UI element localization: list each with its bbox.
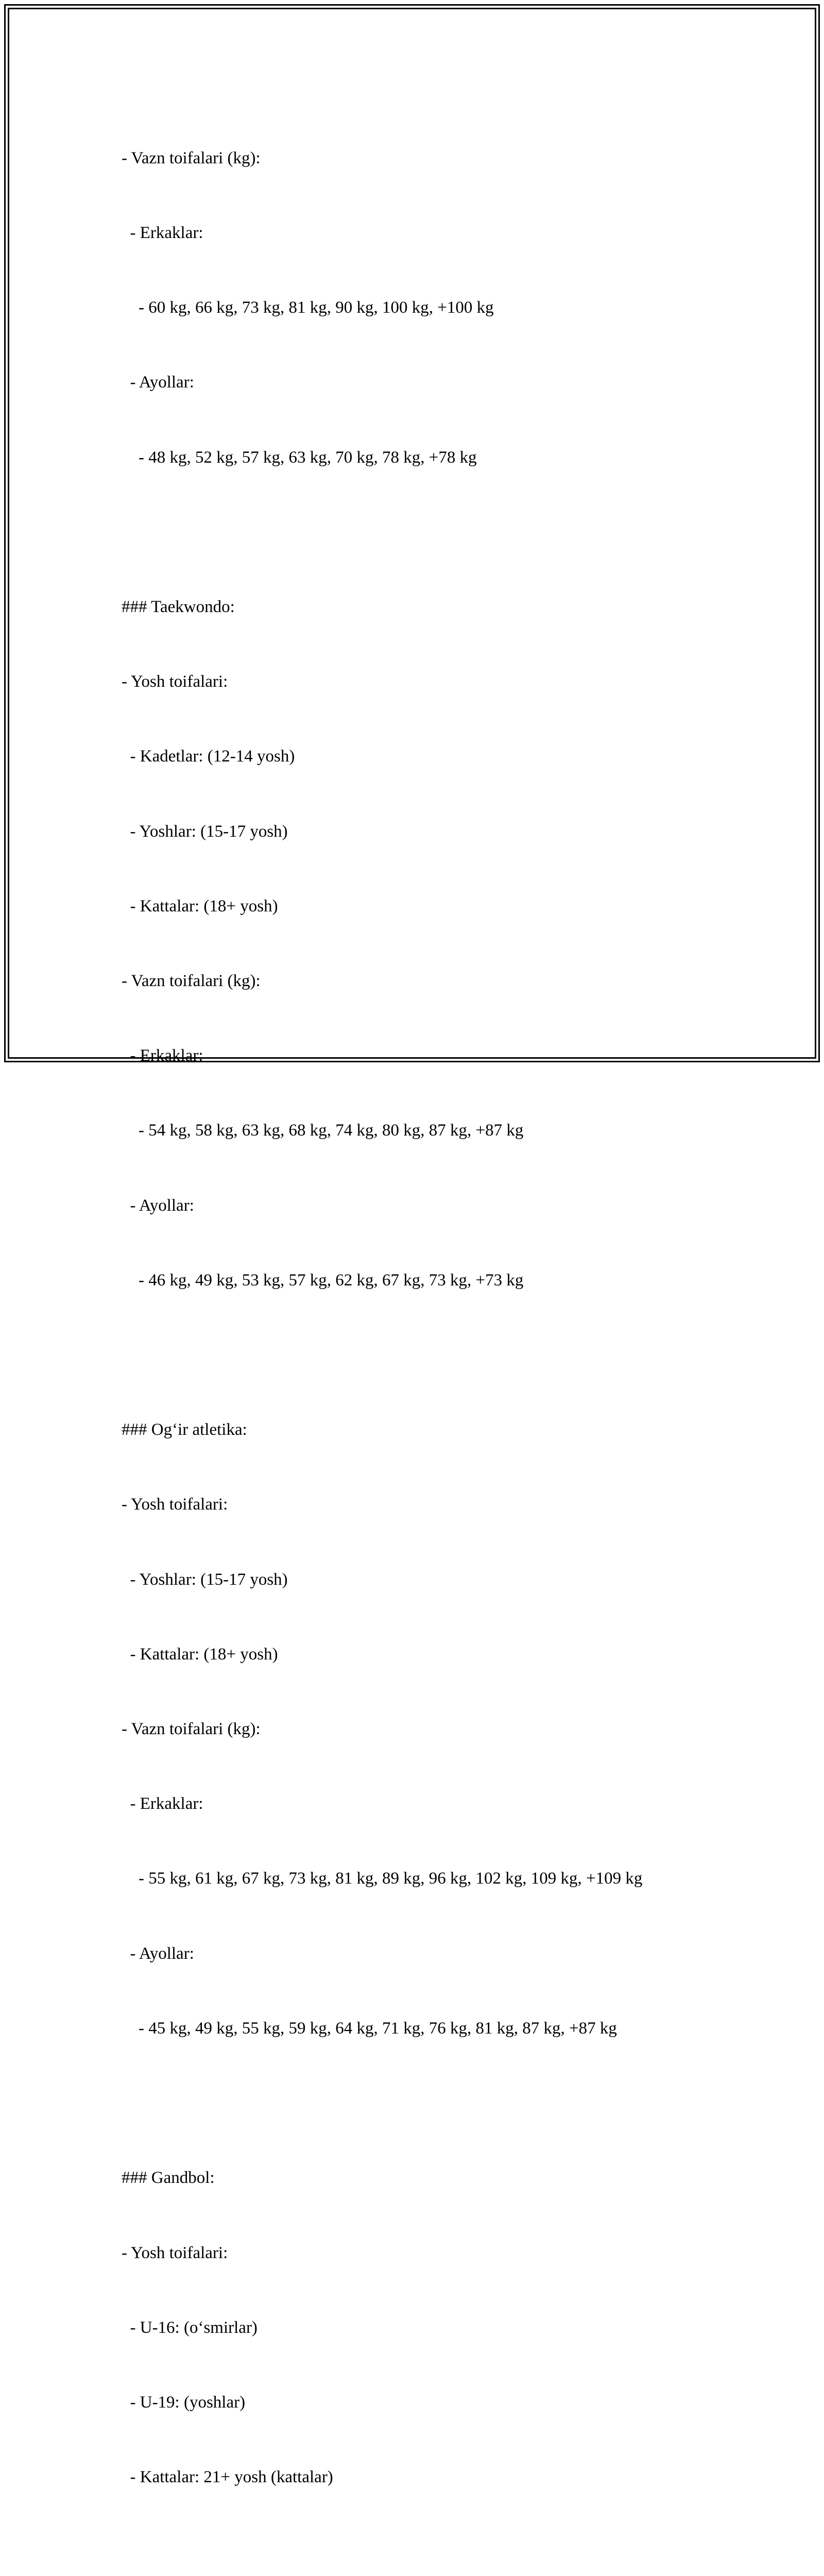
blank-line	[122, 2539, 791, 2564]
text-line: - Yosh toifalari:	[122, 672, 228, 691]
text-line: - Kattalar: (18+ yosh)	[122, 896, 278, 916]
section-heading: ### Gandbol:	[122, 2168, 215, 2188]
document-body	[122, 96, 791, 2576]
text-line: - Erkaklar:	[122, 1046, 203, 1065]
text-line: - 54 kg, 58 kg, 63 kg, 68 kg, 74 kg, 80 kg, 87 kg, +87 kg	[122, 1121, 524, 1140]
text-line: - Yosh toifalari:	[122, 1495, 228, 1514]
section-heading: ### Og‘ir atletika:	[122, 1420, 247, 1439]
text-line: - Ayollar:	[122, 1196, 194, 1215]
text-line: - Yoshlar: (15-17 yosh)	[122, 822, 288, 841]
text-line: - 46 kg, 49 kg, 53 kg, 57 kg, 62 kg, 67 kg, 73 kg, +73 kg	[122, 1270, 524, 1290]
text-line: - Kattalar: 21+ yosh (kattalar)	[122, 2468, 333, 2487]
text-line: - Yoshlar: (15-17 yosh)	[122, 1570, 288, 1589]
blank-line	[122, 1343, 791, 1367]
text-line: - Erkaklar:	[122, 224, 203, 243]
blank-line	[122, 520, 791, 545]
section-heading: ### Taekwondo:	[122, 598, 235, 617]
text-line: - Vazn toifalari (kg):	[122, 972, 261, 991]
text-line: - 45 kg, 49 kg, 55 kg, 59 kg, 64 kg, 71 kg, 76 kg, 81 kg, 87 kg, +87 kg	[122, 2019, 617, 2038]
text-line: - Vazn toifalari (kg):	[122, 148, 261, 167]
text-line: - U-19: (yoshlar)	[122, 2393, 246, 2412]
text-line: - 60 kg, 66 kg, 73 kg, 81 kg, 90 kg, 100 kg, +100 kg	[122, 298, 494, 317]
text-line: - Ayollar:	[122, 1944, 194, 1963]
text-line: - Kadetlar: (12-14 yosh)	[122, 747, 295, 766]
text-line: - 48 kg, 52 kg, 57 kg, 63 kg, 70 kg, 78 kg, +78 kg	[122, 448, 477, 467]
text-line: - U-16: (o‘smirlar)	[122, 2318, 258, 2337]
text-line: - Ayollar:	[122, 373, 194, 392]
text-line: - Yosh toifalari:	[122, 2243, 228, 2262]
text-line: - Erkaklar:	[122, 1794, 203, 1814]
text-line: - Kattalar: (18+ yosh)	[122, 1645, 278, 1664]
text-line: - 55 kg, 61 kg, 67 kg, 73 kg, 81 kg, 89 kg, 96 kg, 102 kg, 109 kg, +109 kg	[122, 1869, 643, 1888]
blank-line	[122, 2091, 791, 2115]
text-line: - Vazn toifalari (kg):	[122, 1720, 261, 1739]
